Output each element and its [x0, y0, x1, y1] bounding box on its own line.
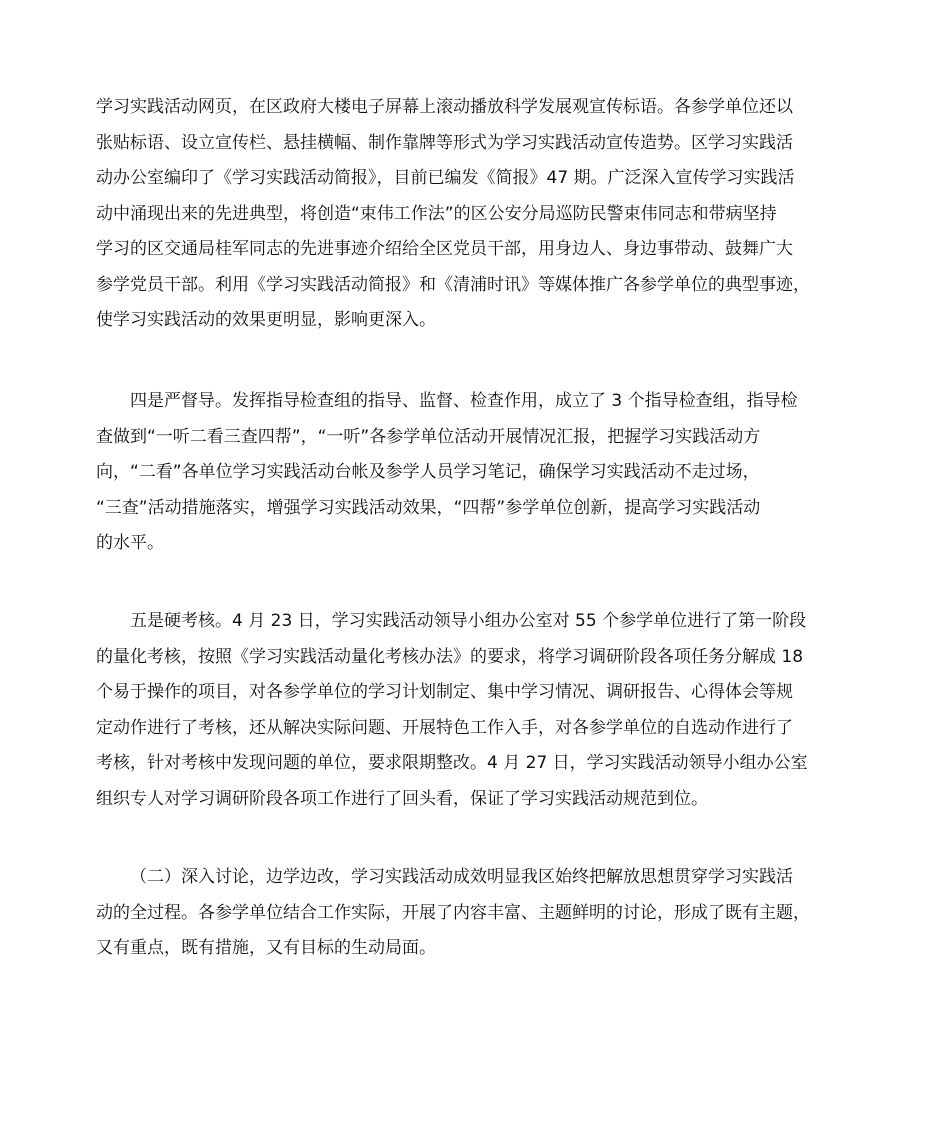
paragraph-publicity [96, 90, 866, 339]
text-line: 组织专人对学习调研阶段各项工作进行了回头看，保证了学习实践活动规范到位。 [96, 788, 708, 809]
text-line: 使学习实践活动的效果更明显，影响更深入。 [96, 310, 436, 330]
text-line: 定动作进行了考核，还从解决实际问题、开展特色工作入手，对各参学单位的自选动作进行了 [96, 717, 793, 738]
paragraph-supervision [96, 384, 866, 562]
text-line: 动中涌现出来的先进典型，将创造“束伟工作法”的区公安分局巡防民警束伟同志和带病坚持 [96, 203, 777, 224]
paragraph-discussion [96, 860, 866, 967]
text-line: 学习的区交通局桂军同志的先进事迹介绍给全区党员干部，用身边人、身边事带动、鼓舞广大 [96, 239, 793, 259]
text-line: 个易于操作的项目，对各参学单位的学习计划制定、集中学习情况、调研报告、心得体会等规 [96, 682, 793, 702]
text-line: “三查”活动措施落实，增强学习实践活动效果，“四帮”参学单位创新，提高学习实践活动 [96, 497, 761, 518]
text-line: 查做到“一听二看三查四帮”，“一听”各参学单位活动开展情况汇报，把握学习实践活动方 [96, 426, 761, 447]
text-line: 又有重点，既有措施，又有目标的生动局面。 [96, 938, 436, 958]
text-line: 五是硬考核。4 月 23 日，学习实践活动领导小组办公室对 55 个参学单位进行了第一阶段 [130, 611, 807, 631]
text-line: 四是严督导。发挥指导检查组的指导、监督、检查作用，成立了 3 个指导检查组，指导检 [130, 391, 798, 411]
text-line: 考核，针对考核中发现问题的单位，要求限期整改。4 月 27 日，学习实践活动领导小组办公室 [96, 753, 808, 773]
text-line: 学习实践活动网页，在区政府大楼电子屏幕上滚动播放科学发展观宣传标语。各参学单位还以 [96, 97, 793, 117]
paragraph-assessment [96, 604, 866, 817]
text-line: 参学党员干部。利用《学习实践活动简报》和《清浦时讯》等媒体推广各参学单位的典型事迹， [96, 274, 810, 295]
text-line: 向，“二看”各单位学习实践活动台帐及参学人员学习笔记，确保学习实践活动不走过场， [96, 462, 760, 482]
text-line: 的量化考核，按照《学习实践活动量化考核办法》的要求，将学习调研阶段各项任务分解成 18 [96, 646, 804, 667]
text-line: 的水平。 [96, 533, 164, 553]
text-line: 动办公室编印了《学习实践活动简报》，目前已编发《简报》47 期。广泛深入宣传学习实践活 [96, 168, 795, 188]
text-line: （二）深入讨论，边学边改，学习实践活动成效明显我区始终把解放思想贯穿学习实践活 [130, 867, 793, 887]
text-line: 张贴标语、设立宣传栏、悬挂横幅、制作靠牌等形式为学习实践活动宣传造势。区学习实践活 [96, 132, 793, 153]
text-line: 动的全过程。各参学单位结合工作实际，开展了内容丰富、主题鲜明的讨论，形成了既有主题， [96, 902, 810, 923]
